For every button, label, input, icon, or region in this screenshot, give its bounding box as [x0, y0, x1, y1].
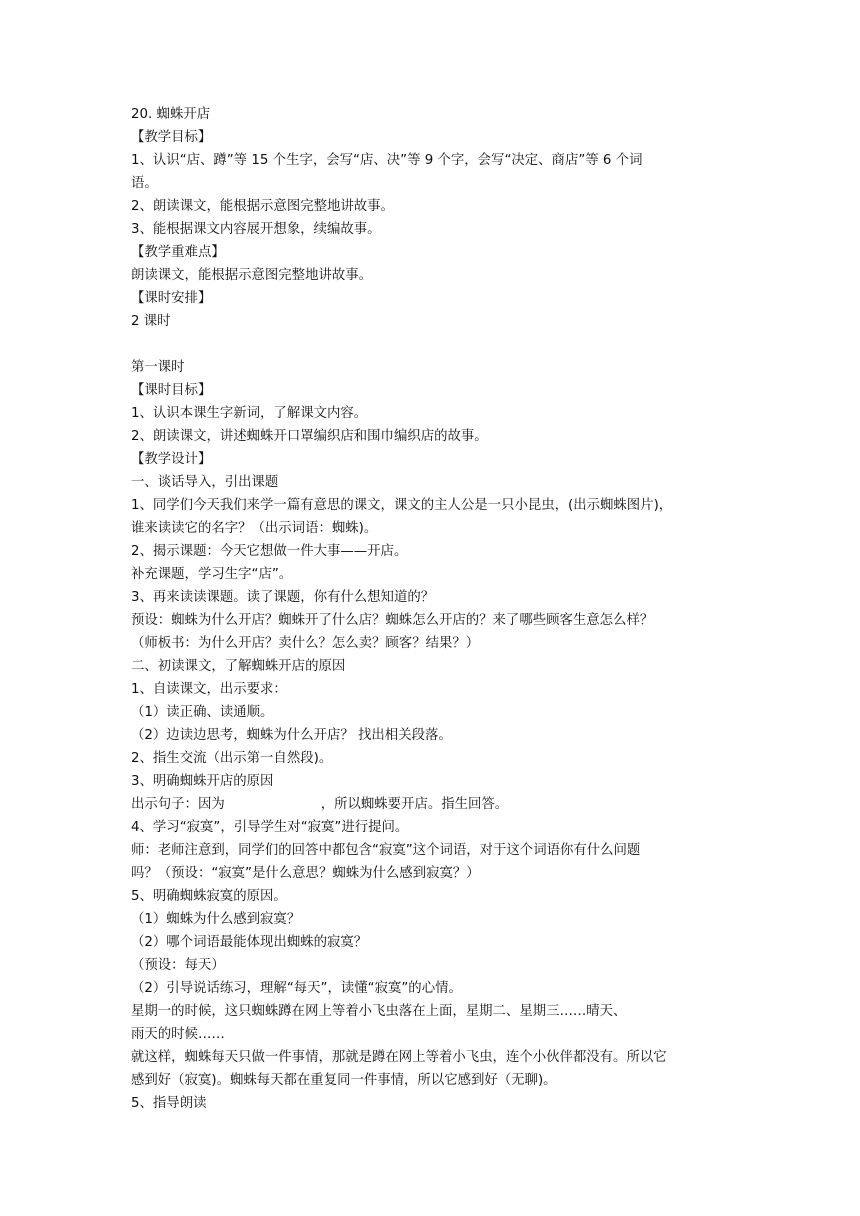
text-line: （2）哪个词语最能体现出蜘蛛的寂寞？	[131, 935, 368, 950]
text-line: 4、学习“寂寞”，引导学生对“寂寞”进行提问。	[131, 820, 409, 835]
text-line: 2、朗读课文，能根据示意图完整地讲故事。	[131, 199, 394, 214]
text-line: 1、认识本课生字新词，了解课文内容。	[131, 406, 368, 421]
text-line: 【课时目标】	[131, 383, 212, 398]
text-line: 一、谈话导入，引出课题	[131, 475, 279, 490]
text-line: 3、明确蜘蛛开店的原因	[131, 774, 274, 789]
text-line: （1）蜘蛛为什么感到寂寞？	[131, 912, 301, 927]
document-body-part-1	[131, 103, 733, 793]
text-line: 5、指导朗读	[131, 1096, 207, 1111]
text-line: 朗读课文，能根据示意图完整地讲故事。	[131, 268, 373, 283]
text-line: （1）读正确、读通顺。	[131, 705, 274, 720]
text-line: 第一课时	[131, 360, 185, 375]
text-line: 20. 蜘蛛开店	[131, 107, 211, 122]
text-line: 感到好（寂寞)。蜘蛛每天都在重复同一件事情，所以它感到好（无聊)。	[131, 1073, 557, 1088]
text-line: 2 课时	[131, 314, 171, 329]
text-line: 谁来读读它的名字？（出示词语：蜘蛛)。	[131, 521, 378, 536]
text-line: 2、指生交流（出示第一自然段)。	[131, 751, 333, 766]
text-line: 【教学目标】	[131, 130, 212, 145]
text-line: 【课时安排】	[131, 291, 212, 306]
text-line: （师板书：为什么开店？卖什么？怎么卖？顾客？结果？）	[131, 636, 480, 651]
fill-in-sentence	[131, 793, 733, 816]
text-line: 3、再来读读课题。读了课题，你有什么想知道的？	[131, 590, 435, 605]
text-line: 就这样，蜘蛛每天只做一件事情，那就是蹲在网上等着小飞虫，连个小伙伴都没有。所以它	[131, 1050, 667, 1065]
text-line: 2、朗读课文，讲述蜘蛛开口罩编织店和围巾编织店的故事。	[131, 429, 488, 444]
fill-sentence-before: 出示句子：因为	[131, 797, 225, 812]
document-page	[131, 103, 733, 1115]
text-line: 【教学设计】	[131, 452, 212, 467]
text-line	[131, 333, 733, 356]
text-line: 星期一的时候，这只蜘蛛蹲在网上等着小飞虫落在上面，星期二、星期三……晴天、	[131, 1004, 627, 1019]
text-line: 5、明确蜘蛛寂寞的原因。	[131, 889, 287, 904]
text-line: 语。	[131, 176, 158, 191]
text-line: （预设：每天）	[131, 958, 225, 973]
fill-sentence-after: ，所以蜘蛛要开店。指生回答。	[320, 797, 509, 812]
text-line: 雨天的时候……	[131, 1027, 225, 1042]
text-line: 1、认识“店、蹲”等 15 个生字，会写“店、决”等 9 个字，会写“决定、商店”等 6 个词	[131, 153, 643, 168]
text-line: 【教学重难点】	[131, 245, 225, 260]
text-line: （2）边读边思考，蜘蛛为什么开店？ 找出相关段落。	[131, 728, 452, 743]
text-line: 吗？（预设：“寂寞”是什么意思？蜘蛛为什么感到寂寞？）	[131, 866, 480, 881]
text-line: 二、初读课文，了解蜘蛛开店的原因	[131, 659, 346, 674]
document-body-part-2	[131, 816, 733, 1115]
text-line: 补充课题，学习生字“店”。	[131, 567, 293, 582]
text-line: 2、揭示课题：今天它想做一件大事——开店。	[131, 544, 408, 559]
text-line: 预设：蜘蛛为什么开店？蜘蛛开了什么店？蜘蛛怎么开店的？来了哪些顾客生意怎么样？	[131, 613, 654, 628]
text-line: （2）引导说话练习，理解“每天”，读懂“寂寞”的心情。	[131, 981, 462, 996]
text-line: 3、能根据课文内容展开想象，续编故事。	[131, 222, 381, 237]
text-line: 1、同学们今天我们来学一篇有意思的课文，课文的主人公是一只小昆虫，(出示蜘蛛图片)，	[131, 498, 673, 513]
text-line: 1、自读课文，出示要求：	[131, 682, 287, 697]
text-line: 师：老师注意到，同学们的回答中都包含“寂寞”这个词语，对于这个词语你有什么问题	[131, 843, 641, 858]
